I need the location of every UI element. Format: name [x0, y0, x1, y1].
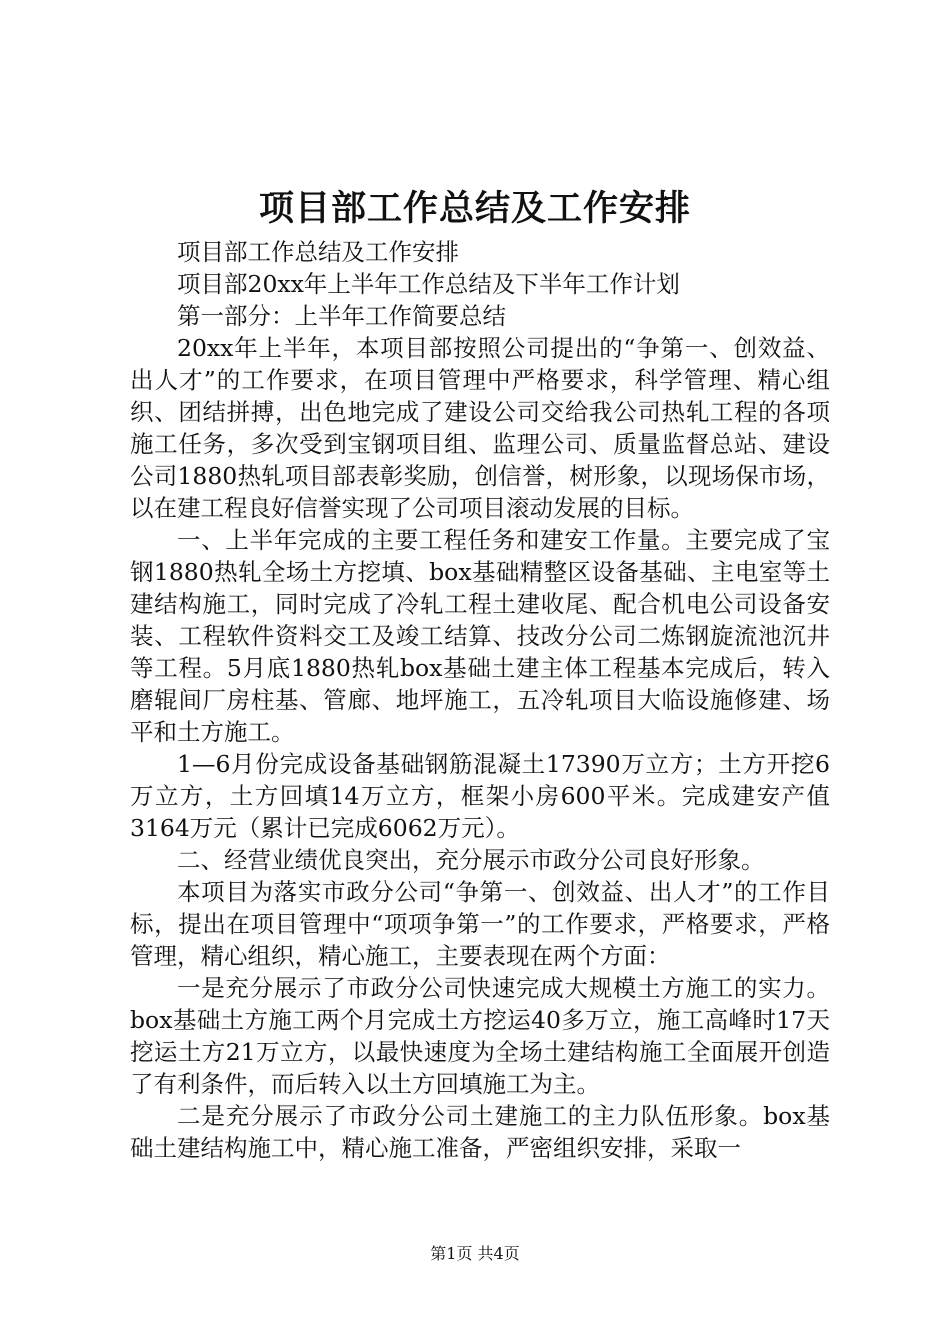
paragraph: 项目部20xx年上半年工作总结及下半年工作计划: [177, 270, 680, 298]
paragraph: 一是充分展示了市政分公司快速完成大规模土方施工的实力。box基础土方施工两个月完成土方挖运40多万立，施工高峰时17天挖运土方21万立方，以最快速度为全场土建结构施工全面展开创造了有利条件，而后转入以土方回填施工为主。: [130, 974, 830, 1098]
paragraph: 1—6月份完成设备基础钢筋混凝土17390万立方；土方开挖6万立方，土方回填14万立方，框架小房600平米。完成建安产值3164万元（累计已完成6062万元）。: [130, 750, 830, 842]
paragraph: 20xx年上半年，本项目部按照公司提出的“争第一、创效益、出人才”的工作要求，在项目管理中严格要求，科学管理、精心组织、团结拼搏，出色地完成了建设公司交给我公司热轧工程的各项施工任务，多次受到宝钢项目组、监理公司、质量监督总站、建设公司1880热轧项目部表彰奖励，创信誉，树形象，以现场保市场，以在建工程良好信誉实现了公司项目滚动发展的目标。: [130, 334, 830, 522]
paragraph: 二是充分展示了市政分公司土建施工的主力队伍形象。box基础土建结构施工中，精心施工准备，严密组织安排，采取一: [130, 1102, 830, 1162]
paragraph: 二、经营业绩优良突出，充分展示市政分公司良好形象。: [177, 846, 765, 874]
paragraph: 本项目为落实市政分公司“争第一、创效益、出人才”的工作目标，提出在项目管理中“项项争第一”的工作要求，严格要求，严格管理，精心组织，精心施工，主要表现在两个方面：: [130, 878, 830, 970]
paragraph: 一、上半年完成的主要工程任务和建安工作量。主要完成了宝钢1880热轧全场土方挖填、box基础精整区设备基础、主电室等土建结构施工，同时完成了冷轧工程土建收尾、配合机电公司设备安装、工程软件资料交工及竣工结算、技改分公司二炼钢旋流池沉井等工程。5月底1880热轧box基础土建主体工程基本完成后，转入磨辊间厂房柱基、管廊、地坪施工，五冷轧项目大临设施修建、场平和土方施工。: [130, 526, 830, 746]
paragraph: 项目部工作总结及工作安排: [177, 238, 459, 266]
section-heading: 第一部分：上半年工作简要总结: [177, 302, 506, 330]
document-body: [130, 236, 830, 1164]
page-number-footer: 第1页 共4页: [430, 1244, 520, 1263]
document-title: 项目部工作总结及工作安排: [258, 188, 691, 229]
